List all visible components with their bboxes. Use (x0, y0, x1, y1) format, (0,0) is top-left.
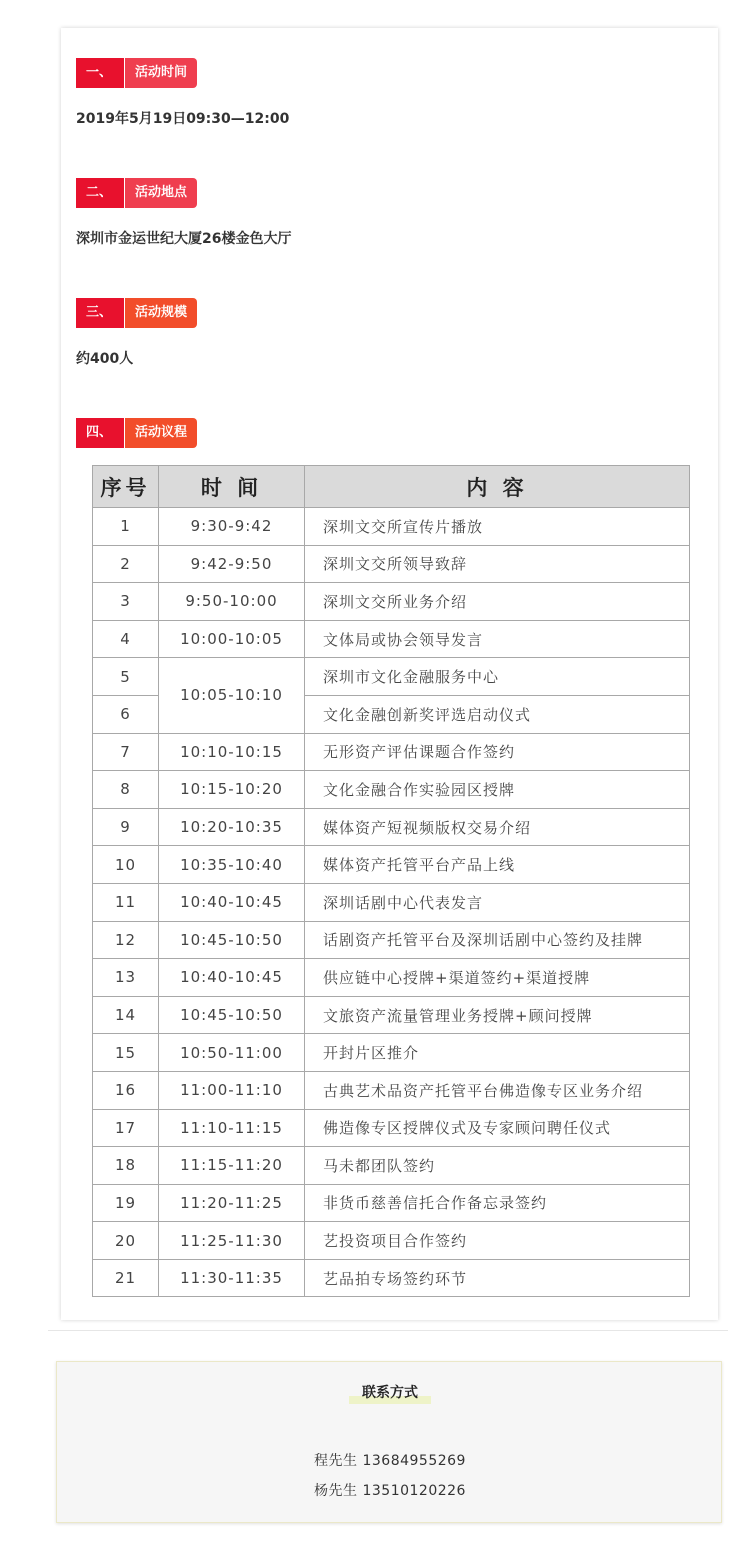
row-content: 文旅资产流量管理业务授牌+顾问授牌 (305, 996, 690, 1034)
row-time: 9:42-9:50 (159, 545, 305, 583)
row-content: 马未都团队签约 (305, 1147, 690, 1185)
row-number: 3 (93, 583, 159, 621)
section-title: 活动地点 (125, 178, 197, 208)
row-number: 13 (93, 959, 159, 997)
row-time: 11:10-11:15 (159, 1109, 305, 1147)
row-content: 深圳文交所宣传片播放 (305, 508, 690, 546)
row-time: 10:35-10:40 (159, 846, 305, 884)
row-content: 深圳文交所业务介绍 (305, 583, 690, 621)
row-content: 深圳市文化金融服务中心 (305, 658, 690, 696)
row-number: 21 (93, 1259, 159, 1297)
table-row (93, 545, 690, 583)
row-number: 14 (93, 996, 159, 1034)
row-content: 文化金融合作实验园区授牌 (305, 771, 690, 809)
contact-title-text: 联系方式 (362, 1385, 418, 1401)
row-content: 开封片区推介 (305, 1034, 690, 1072)
row-number: 6 (93, 695, 159, 733)
row-content: 文化金融创新奖评选启动仪式 (305, 695, 690, 733)
table-row (93, 846, 690, 884)
contact-line: 程先生 13684955269 (314, 1453, 466, 1469)
table-row (93, 808, 690, 846)
table-row (93, 733, 690, 771)
row-time: 11:25-11:30 (159, 1222, 305, 1260)
row-time: 9:50-10:00 (159, 583, 305, 621)
row-time: 11:15-11:20 (159, 1147, 305, 1185)
section-title: 活动时间 (125, 58, 197, 88)
event-location-text: 深圳市金运世纪大厦26楼金色大厅 (76, 231, 292, 247)
row-content: 深圳文交所领导致辞 (305, 545, 690, 583)
agenda-body (93, 508, 690, 1297)
row-number: 16 (93, 1071, 159, 1109)
row-time: 10:00-10:05 (159, 620, 305, 658)
row-time: 10:50-11:00 (159, 1034, 305, 1072)
row-time: 11:30-11:35 (159, 1259, 305, 1297)
row-time: 10:05-10:10 (159, 658, 305, 733)
event-time-text: 2019年5月19日09:30—12:00 (76, 111, 290, 127)
agenda-table (92, 465, 690, 1297)
row-number: 8 (93, 771, 159, 809)
table-row (93, 508, 690, 546)
row-number: 5 (93, 658, 159, 696)
section-header-agenda (76, 418, 197, 448)
row-number: 17 (93, 1109, 159, 1147)
header-time: 时 间 (159, 466, 305, 508)
row-number: 10 (93, 846, 159, 884)
section-header-location (76, 178, 197, 208)
row-time: 10:15-10:20 (159, 771, 305, 809)
row-number: 12 (93, 921, 159, 959)
table-row (93, 620, 690, 658)
row-time: 10:40-10:45 (159, 959, 305, 997)
table-row (93, 883, 690, 921)
row-number: 2 (93, 545, 159, 583)
row-number: 18 (93, 1147, 159, 1185)
table-row (93, 1109, 690, 1147)
row-time: 9:30-9:42 (159, 508, 305, 546)
row-content: 艺投资项目合作签约 (305, 1222, 690, 1260)
table-row (93, 1034, 690, 1072)
contact-title (349, 1382, 431, 1404)
header-no: 序号 (93, 466, 159, 508)
row-content: 供应链中心授牌+渠道签约+渠道授牌 (305, 959, 690, 997)
section-title: 活动规模 (125, 298, 197, 328)
section-number: 二、 (76, 178, 124, 208)
row-content: 无形资产评估课题合作签约 (305, 733, 690, 771)
header-content: 内 容 (305, 466, 690, 508)
section-number: 三、 (76, 298, 124, 328)
table-row (93, 959, 690, 997)
row-number: 4 (93, 620, 159, 658)
row-time: 10:45-10:50 (159, 921, 305, 959)
row-number: 9 (93, 808, 159, 846)
row-content: 佛造像专区授牌仪式及专家顾问聘任仪式 (305, 1109, 690, 1147)
section-header-scale (76, 298, 197, 328)
section-header-time (76, 58, 197, 88)
agenda-header-row (93, 466, 690, 508)
row-content: 非货币慈善信托合作备忘录签约 (305, 1184, 690, 1222)
row-number: 19 (93, 1184, 159, 1222)
table-row (93, 771, 690, 809)
table-row (93, 658, 690, 696)
row-number: 7 (93, 733, 159, 771)
row-time: 11:20-11:25 (159, 1184, 305, 1222)
row-number: 11 (93, 883, 159, 921)
event-info-card (61, 28, 718, 1320)
table-row (93, 583, 690, 621)
table-row (93, 1147, 690, 1185)
table-row (93, 1184, 690, 1222)
table-row (93, 921, 690, 959)
contact-box (56, 1361, 722, 1523)
row-time: 10:40-10:45 (159, 883, 305, 921)
table-row (93, 996, 690, 1034)
table-row (93, 1071, 690, 1109)
contact-line: 杨先生 13510120226 (314, 1483, 466, 1499)
row-content: 深圳话剧中心代表发言 (305, 883, 690, 921)
row-content: 媒体资产托管平台产品上线 (305, 846, 690, 884)
row-number: 15 (93, 1034, 159, 1072)
table-row (93, 1259, 690, 1297)
row-time: 10:10-10:15 (159, 733, 305, 771)
row-number: 1 (93, 508, 159, 546)
row-time: 10:45-10:50 (159, 996, 305, 1034)
section-number: 一、 (76, 58, 124, 88)
row-time: 11:00-11:10 (159, 1071, 305, 1109)
row-content: 话剧资产托管平台及深圳话剧中心签约及挂牌 (305, 921, 690, 959)
row-time: 10:20-10:35 (159, 808, 305, 846)
row-content: 媒体资产短视频版权交易介绍 (305, 808, 690, 846)
event-scale-text: 约400人 (76, 351, 134, 367)
row-content: 古典艺术品资产托管平台佛造像专区业务介绍 (305, 1071, 690, 1109)
row-number: 20 (93, 1222, 159, 1260)
divider (48, 1330, 728, 1331)
table-row (93, 1222, 690, 1260)
row-content: 艺品拍专场签约环节 (305, 1259, 690, 1297)
section-title: 活动议程 (125, 418, 197, 448)
row-content: 文体局或协会领导发言 (305, 620, 690, 658)
section-number: 四、 (76, 418, 124, 448)
